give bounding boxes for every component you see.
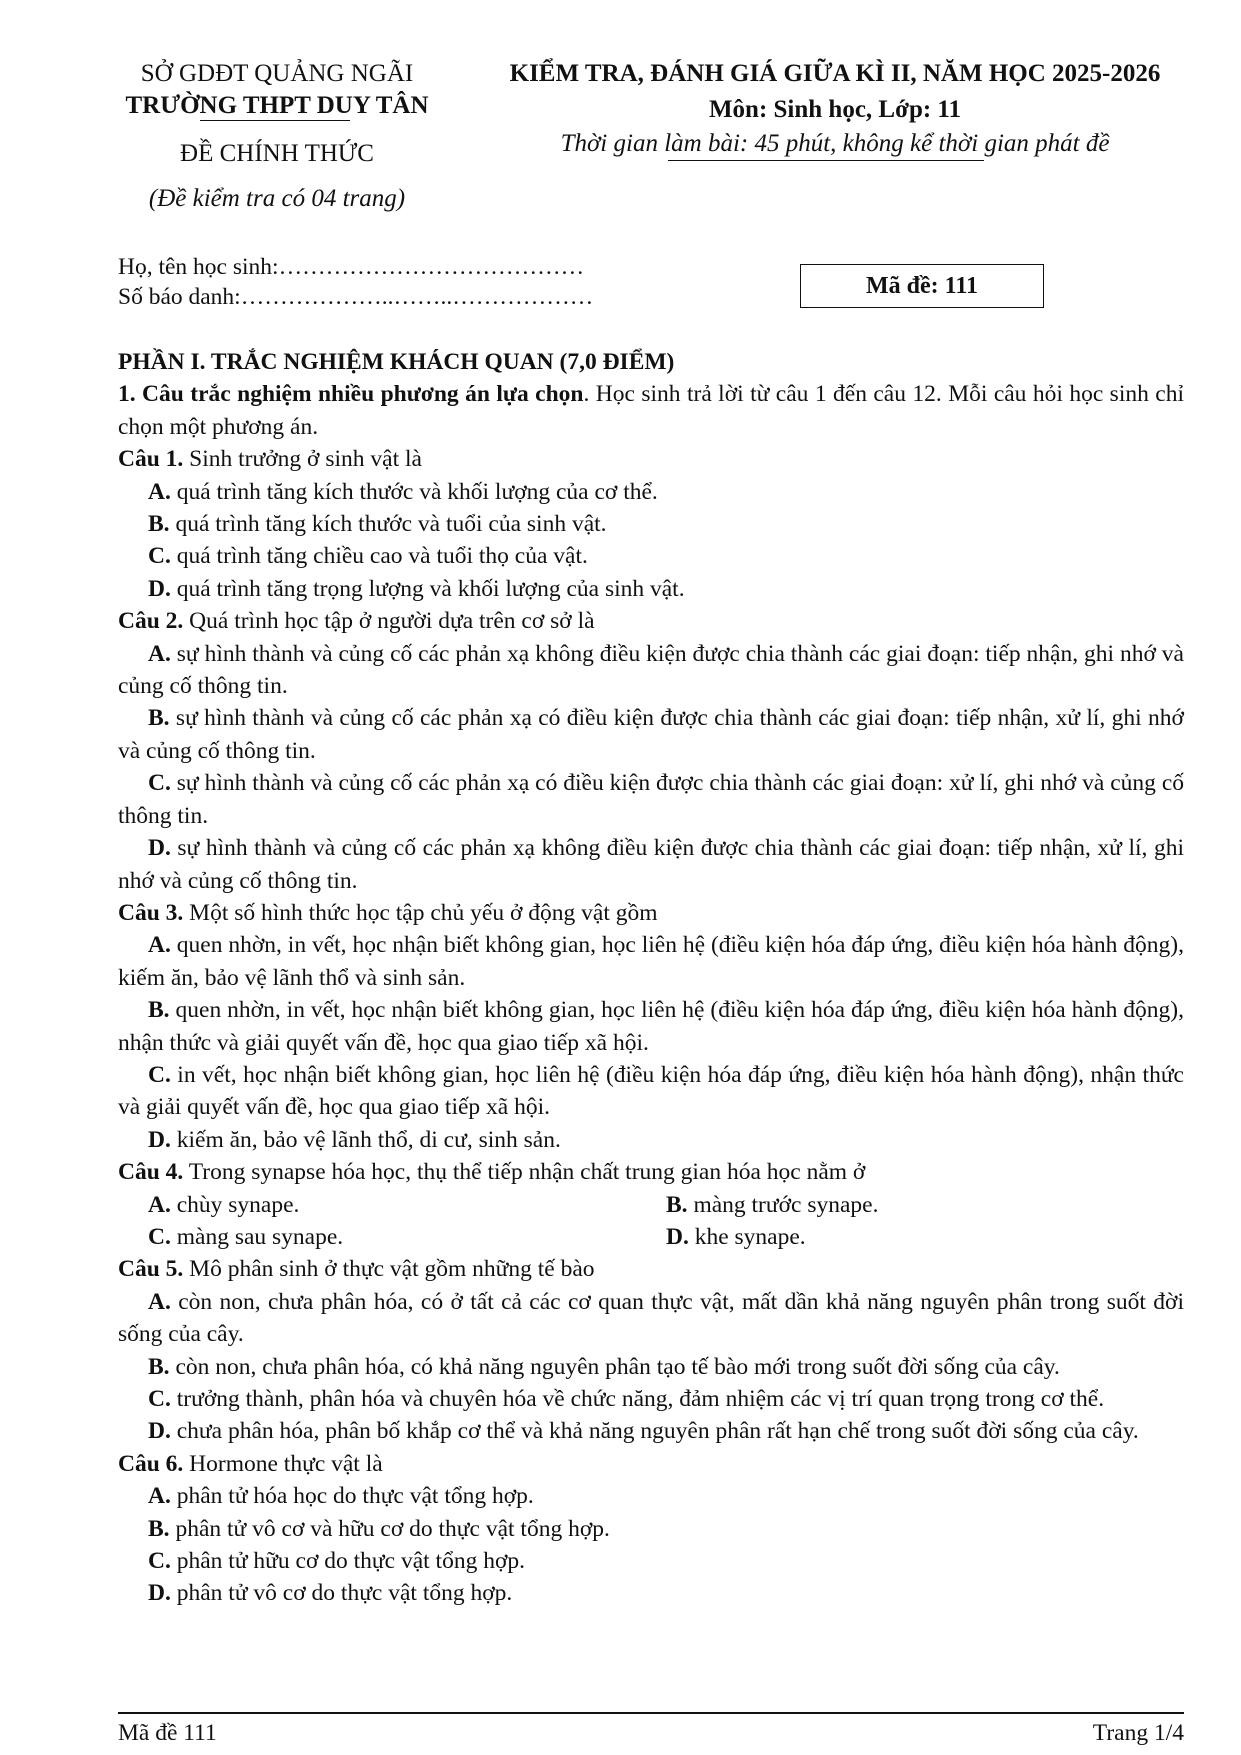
option-key: D. bbox=[148, 1580, 171, 1607]
part-title: 1. Câu trắc nghiệm nhiều phương án lựa chọn bbox=[118, 381, 584, 408]
option-key: A. bbox=[148, 640, 171, 667]
option-key: C. bbox=[148, 1548, 171, 1575]
option-text: quá trình tăng kích thước và tuổi của sinh vật. bbox=[169, 511, 607, 538]
question-5 bbox=[118, 1253, 1184, 1285]
option-3b[interactable] bbox=[118, 994, 1184, 1059]
part-instructions: . Học sinh trả lời từ câu 1 đến câu 12. Mỗi câu hỏi học sinh chỉ chọn một phương án. bbox=[118, 381, 1184, 440]
option-text: sự hình thành và củng cố các phản xạ không điều kiện được chia thành các giai đoạn: tiếp nhận, ghi nhớ và củng cố thông tin. bbox=[118, 640, 1184, 700]
question-label: Câu 2. bbox=[118, 608, 184, 635]
pages-note: (Đề kiểm tra có 04 trang) bbox=[148, 185, 406, 212]
option-text: phân tử hóa học do thực vật tổng hợp. bbox=[170, 1483, 534, 1510]
option-text: màng sau synape. bbox=[170, 1223, 344, 1250]
question-label: Câu 5. bbox=[118, 1256, 184, 1283]
option-key: A. bbox=[148, 1191, 171, 1218]
section-title: PHẦN I. TRẮC NGHIỆM KHÁCH QUAN (7,0 ĐIỂM) bbox=[118, 349, 675, 375]
option-text: phân tử vô cơ do thực vật tổng hợp. bbox=[170, 1580, 513, 1607]
question-text: Hormone thực vật là bbox=[183, 1450, 383, 1477]
option-key: A. bbox=[148, 1483, 171, 1510]
school-underline bbox=[200, 120, 350, 121]
option-key: C. bbox=[148, 1061, 171, 1088]
option-4b[interactable] bbox=[666, 1189, 1184, 1221]
option-text: in vết, học nhận biết không gian, học liên hệ (điều kiện hóa đáp ứng, điều kiện hóa hành động), nhận thức và giải quyết vấn đề, học qua giao tiếp xã hội. bbox=[118, 1061, 1184, 1121]
option-key: B. bbox=[148, 1353, 170, 1380]
question-text: Một số hình thức học tập chủ yếu ở động vật gồm bbox=[183, 899, 658, 926]
option-6b[interactable] bbox=[118, 1513, 1184, 1545]
option-text: màng trước synape. bbox=[687, 1191, 879, 1218]
student-name-line: Họ, tên học sinh:………………………………… bbox=[118, 254, 585, 280]
option-key: A. bbox=[148, 1288, 171, 1315]
exam-subject: Môn: Sinh học, Lớp: 11 bbox=[708, 96, 962, 123]
question-label: Câu 4. bbox=[118, 1159, 184, 1186]
question-3 bbox=[118, 897, 1184, 929]
option-text: quá trình tăng kích thước và khối lượng của cơ thể. bbox=[170, 478, 658, 505]
option-text: phân tử hữu cơ do thực vật tổng hợp. bbox=[170, 1548, 526, 1575]
option-text: còn non, chưa phân hóa, có ở tất cả các cơ quan thực vật, mất dần khả năng nguyên phân trong suốt đời sống của cây. bbox=[118, 1288, 1184, 1348]
option-3d[interactable] bbox=[118, 1124, 1184, 1156]
option-5b[interactable] bbox=[118, 1351, 1184, 1383]
option-2d[interactable] bbox=[118, 832, 1184, 897]
option-key: B. bbox=[148, 705, 170, 732]
option-6a[interactable] bbox=[118, 1480, 1184, 1512]
option-4d[interactable] bbox=[666, 1221, 1184, 1253]
department-name: SỞ GDĐT QUẢNG NGÃI bbox=[140, 60, 414, 87]
option-key: B. bbox=[148, 997, 170, 1024]
option-key: C. bbox=[148, 1386, 171, 1412]
time-underline bbox=[668, 160, 984, 161]
option-5d[interactable] bbox=[118, 1415, 1184, 1447]
option-key: C. bbox=[148, 770, 171, 797]
option-5a[interactable] bbox=[118, 1286, 1184, 1351]
option-text: chùy synape. bbox=[170, 1191, 300, 1218]
option-text: phân tử vô cơ và hữu cơ do thực vật tổng hợp. bbox=[169, 1515, 610, 1542]
exam-time: Thời gian làm bài: 45 phút, không kể thời gian phát đề bbox=[560, 130, 1110, 157]
footer-page-number: Trang 1/4 bbox=[1092, 1720, 1184, 1746]
option-text: sự hình thành và củng cố các phản xạ có điều kiện được chia thành các giai đoạn: tiếp nhận, xử lí, ghi nhớ và củng cố thông tin. bbox=[118, 705, 1184, 764]
option-key: A. bbox=[148, 932, 171, 959]
option-4a[interactable] bbox=[118, 1189, 666, 1221]
option-1b[interactable] bbox=[118, 508, 1184, 540]
question-text: Trong synapse hóa học, thụ thể tiếp nhận chất trung gian hóa học nằm ở bbox=[183, 1159, 866, 1186]
option-6c[interactable] bbox=[118, 1545, 1184, 1577]
option-key: B. bbox=[666, 1191, 688, 1218]
question-1 bbox=[118, 443, 1184, 475]
option-key: C. bbox=[148, 543, 171, 570]
option-text: kiếm ăn, bảo vệ lãnh thổ, di cư, sinh sản. bbox=[170, 1126, 561, 1153]
option-4c[interactable] bbox=[118, 1221, 666, 1253]
question-4 bbox=[118, 1156, 1184, 1188]
option-key: C. bbox=[148, 1223, 171, 1250]
question-label: Câu 3. bbox=[118, 899, 184, 926]
option-1a[interactable] bbox=[118, 476, 1184, 508]
school-name: TRƯỜNG THPT DUY TÂN bbox=[125, 92, 429, 119]
question-6 bbox=[118, 1448, 1184, 1480]
option-text: chưa phân hóa, phân bố khắp cơ thể và khả năng nguyên phân rất hạn chế trong suốt đời sống của cây. bbox=[170, 1418, 1139, 1445]
option-key: B. bbox=[148, 1515, 170, 1542]
footer-divider bbox=[118, 1712, 1184, 1714]
option-key: D. bbox=[148, 575, 171, 602]
question-label: Câu 1. bbox=[118, 446, 184, 473]
option-3c[interactable] bbox=[118, 1059, 1184, 1124]
option-text: quá trình tăng chiều cao và tuổi thọ của vật. bbox=[170, 543, 588, 570]
option-text: khe synape. bbox=[688, 1223, 806, 1250]
section-instructions bbox=[118, 378, 1184, 443]
question-text: Quá trình học tập ở người dựa trên cơ sở là bbox=[183, 608, 595, 635]
question-2 bbox=[118, 605, 1184, 637]
option-2a[interactable] bbox=[118, 638, 1184, 703]
option-key: D. bbox=[148, 1418, 171, 1445]
option-3a[interactable] bbox=[118, 929, 1184, 994]
footer-exam-code: Mã đề 111 bbox=[118, 1720, 217, 1746]
question-text: Sinh trưởng ở sinh vật là bbox=[183, 446, 422, 473]
option-text: sự hình thành và củng cố các phản xạ có điều kiện được chia thành các giai đoạn: xử lí, ghi nhớ và củng cố thông tin. bbox=[118, 770, 1184, 829]
option-1d[interactable] bbox=[118, 573, 1184, 605]
option-key: D. bbox=[148, 835, 171, 862]
option-1c[interactable] bbox=[118, 540, 1184, 572]
option-key: D. bbox=[666, 1223, 689, 1250]
option-key: A. bbox=[148, 478, 171, 505]
option-2c[interactable] bbox=[118, 767, 1184, 832]
question-text: Mô phân sinh ở thực vật gồm những tế bào bbox=[183, 1256, 595, 1283]
option-text: quen nhờn, in vết, học nhận biết không gian, học liên hệ (điều kiện hóa đáp ứng, điều kiện hóa hành động), nhận thức và giải quyết vấn đề, học qua giao tiếp xã hội. bbox=[118, 997, 1184, 1056]
exam-body bbox=[118, 346, 1184, 1610]
option-text: còn non, chưa phân hóa, có khả năng nguyên phân tạo tế bào mới trong suốt đời sống của cây. bbox=[169, 1353, 1060, 1380]
option-key: D. bbox=[148, 1126, 171, 1153]
official-label: ĐỀ CHÍNH THỨC bbox=[180, 140, 374, 167]
option-key: B. bbox=[148, 511, 170, 538]
exam-title: KIỂM TRA, ĐÁNH GIÁ GIỮA KÌ II, NĂM HỌC 2025-2026 bbox=[509, 60, 1161, 87]
option-text: sự hình thành và củng cố các phản xạ không điều kiện được chia thành các giai đoạn: tiếp nhận, xử lí, ghi nhớ và củng cố thông tin. bbox=[118, 835, 1184, 894]
option-5c[interactable] bbox=[118, 1383, 1184, 1415]
options-row bbox=[118, 1189, 1184, 1221]
option-6d[interactable] bbox=[118, 1577, 1184, 1609]
options-row bbox=[118, 1221, 1184, 1253]
question-label: Câu 6. bbox=[118, 1450, 184, 1477]
option-2b[interactable] bbox=[118, 702, 1184, 767]
student-id-line: Số báo danh:………………..……..……………… bbox=[118, 284, 594, 310]
option-text: quá trình tăng trọng lượng và khối lượng của sinh vật. bbox=[170, 575, 685, 602]
option-text: quen nhờn, in vết, học nhận biết không gian, học liên hệ (điều kiện hóa đáp ứng, điều kiện hóa hành động), kiếm ăn, bảo vệ lãnh thổ và sinh sản. bbox=[118, 932, 1184, 991]
option-text: trưởng thành, phân hóa và chuyên hóa về chức năng, đảm nhiệm các vị trí quan trọng trong cơ thể. bbox=[170, 1386, 1105, 1412]
exam-code-box: Mã đề: 111 bbox=[800, 264, 1044, 308]
